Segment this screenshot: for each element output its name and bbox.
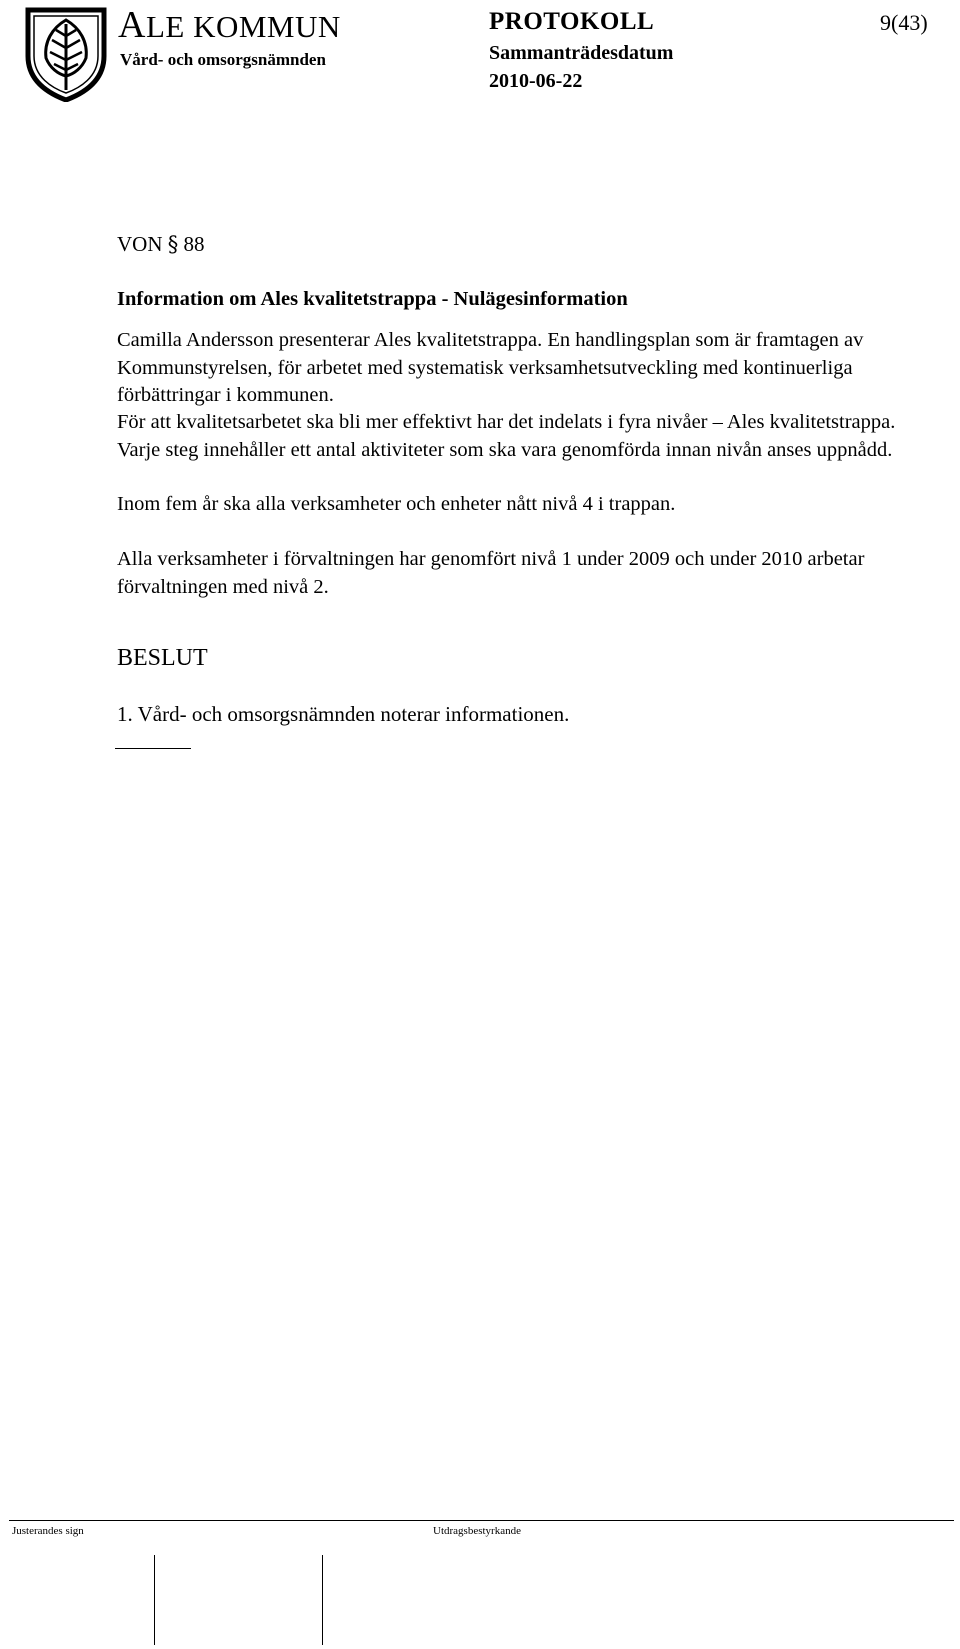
body-paragraph-2 (117, 409, 937, 464)
paragraph-text: Inom fem år ska alla verksamheter och enheter nått nivå 4 i trappan. (117, 493, 676, 515)
meeting-date: 2010-06-22 (489, 70, 583, 92)
case-number: 88 (183, 232, 205, 256)
signature-box-divider (154, 1555, 155, 1645)
page-number: 9(43) (880, 10, 928, 35)
decision-item: 1. Vård- och omsorgsnämnden noterar informationen. (117, 702, 570, 726)
meeting-date-label: Sammanträdesdatum (489, 42, 674, 64)
paragraph-text: För att kvalitetsarbetet ska bli mer effektivt har det indelats i fyra nivåer – Ales kvalitetstrappa. Varje steg innehåller ett antal aktiviteter som ska vara genomförda innan nivån anses uppnådd. (117, 411, 896, 461)
paragraph-text: Alla verksamheter i förvaltningen har genomfört nivå 1 under 2009 och under 2010 arbetar förvaltningen med nivå 2. (117, 548, 865, 598)
body-paragraph-4 (117, 546, 937, 601)
footer-divider (9, 1520, 954, 1521)
body-paragraph-3 (117, 491, 937, 519)
item-heading: Information om Ales kvalitetstrappa - Nulägesinformation (117, 288, 628, 310)
decision-title: BESLUT (117, 645, 208, 671)
coat-of-arms-tree-icon (20, 4, 112, 102)
signature-label: Justerandes sign (12, 1525, 84, 1537)
case-reference (117, 232, 205, 257)
end-divider (115, 748, 191, 749)
committee-name: Vård- och omsorgsnämnden (120, 50, 326, 69)
section-sign: § (167, 232, 179, 256)
case-prefix: VON (117, 232, 163, 256)
paragraph-text: Camilla Andersson presenterar Ales kvalitetstrappa. En handlingsplan som är framtagen av Kommunstyrelsen, för arbetet med systematisk verksamhetsutveckling med kontinuerliga förbättringar i kommunen. (117, 329, 864, 406)
document-type: PROTOKOLL (489, 8, 655, 35)
organization-name: ALE KOMMUN (118, 4, 341, 46)
certification-label: Utdragsbestyrkande (433, 1525, 521, 1537)
signature-box-divider (322, 1555, 323, 1645)
body-paragraph-1 (117, 327, 937, 410)
